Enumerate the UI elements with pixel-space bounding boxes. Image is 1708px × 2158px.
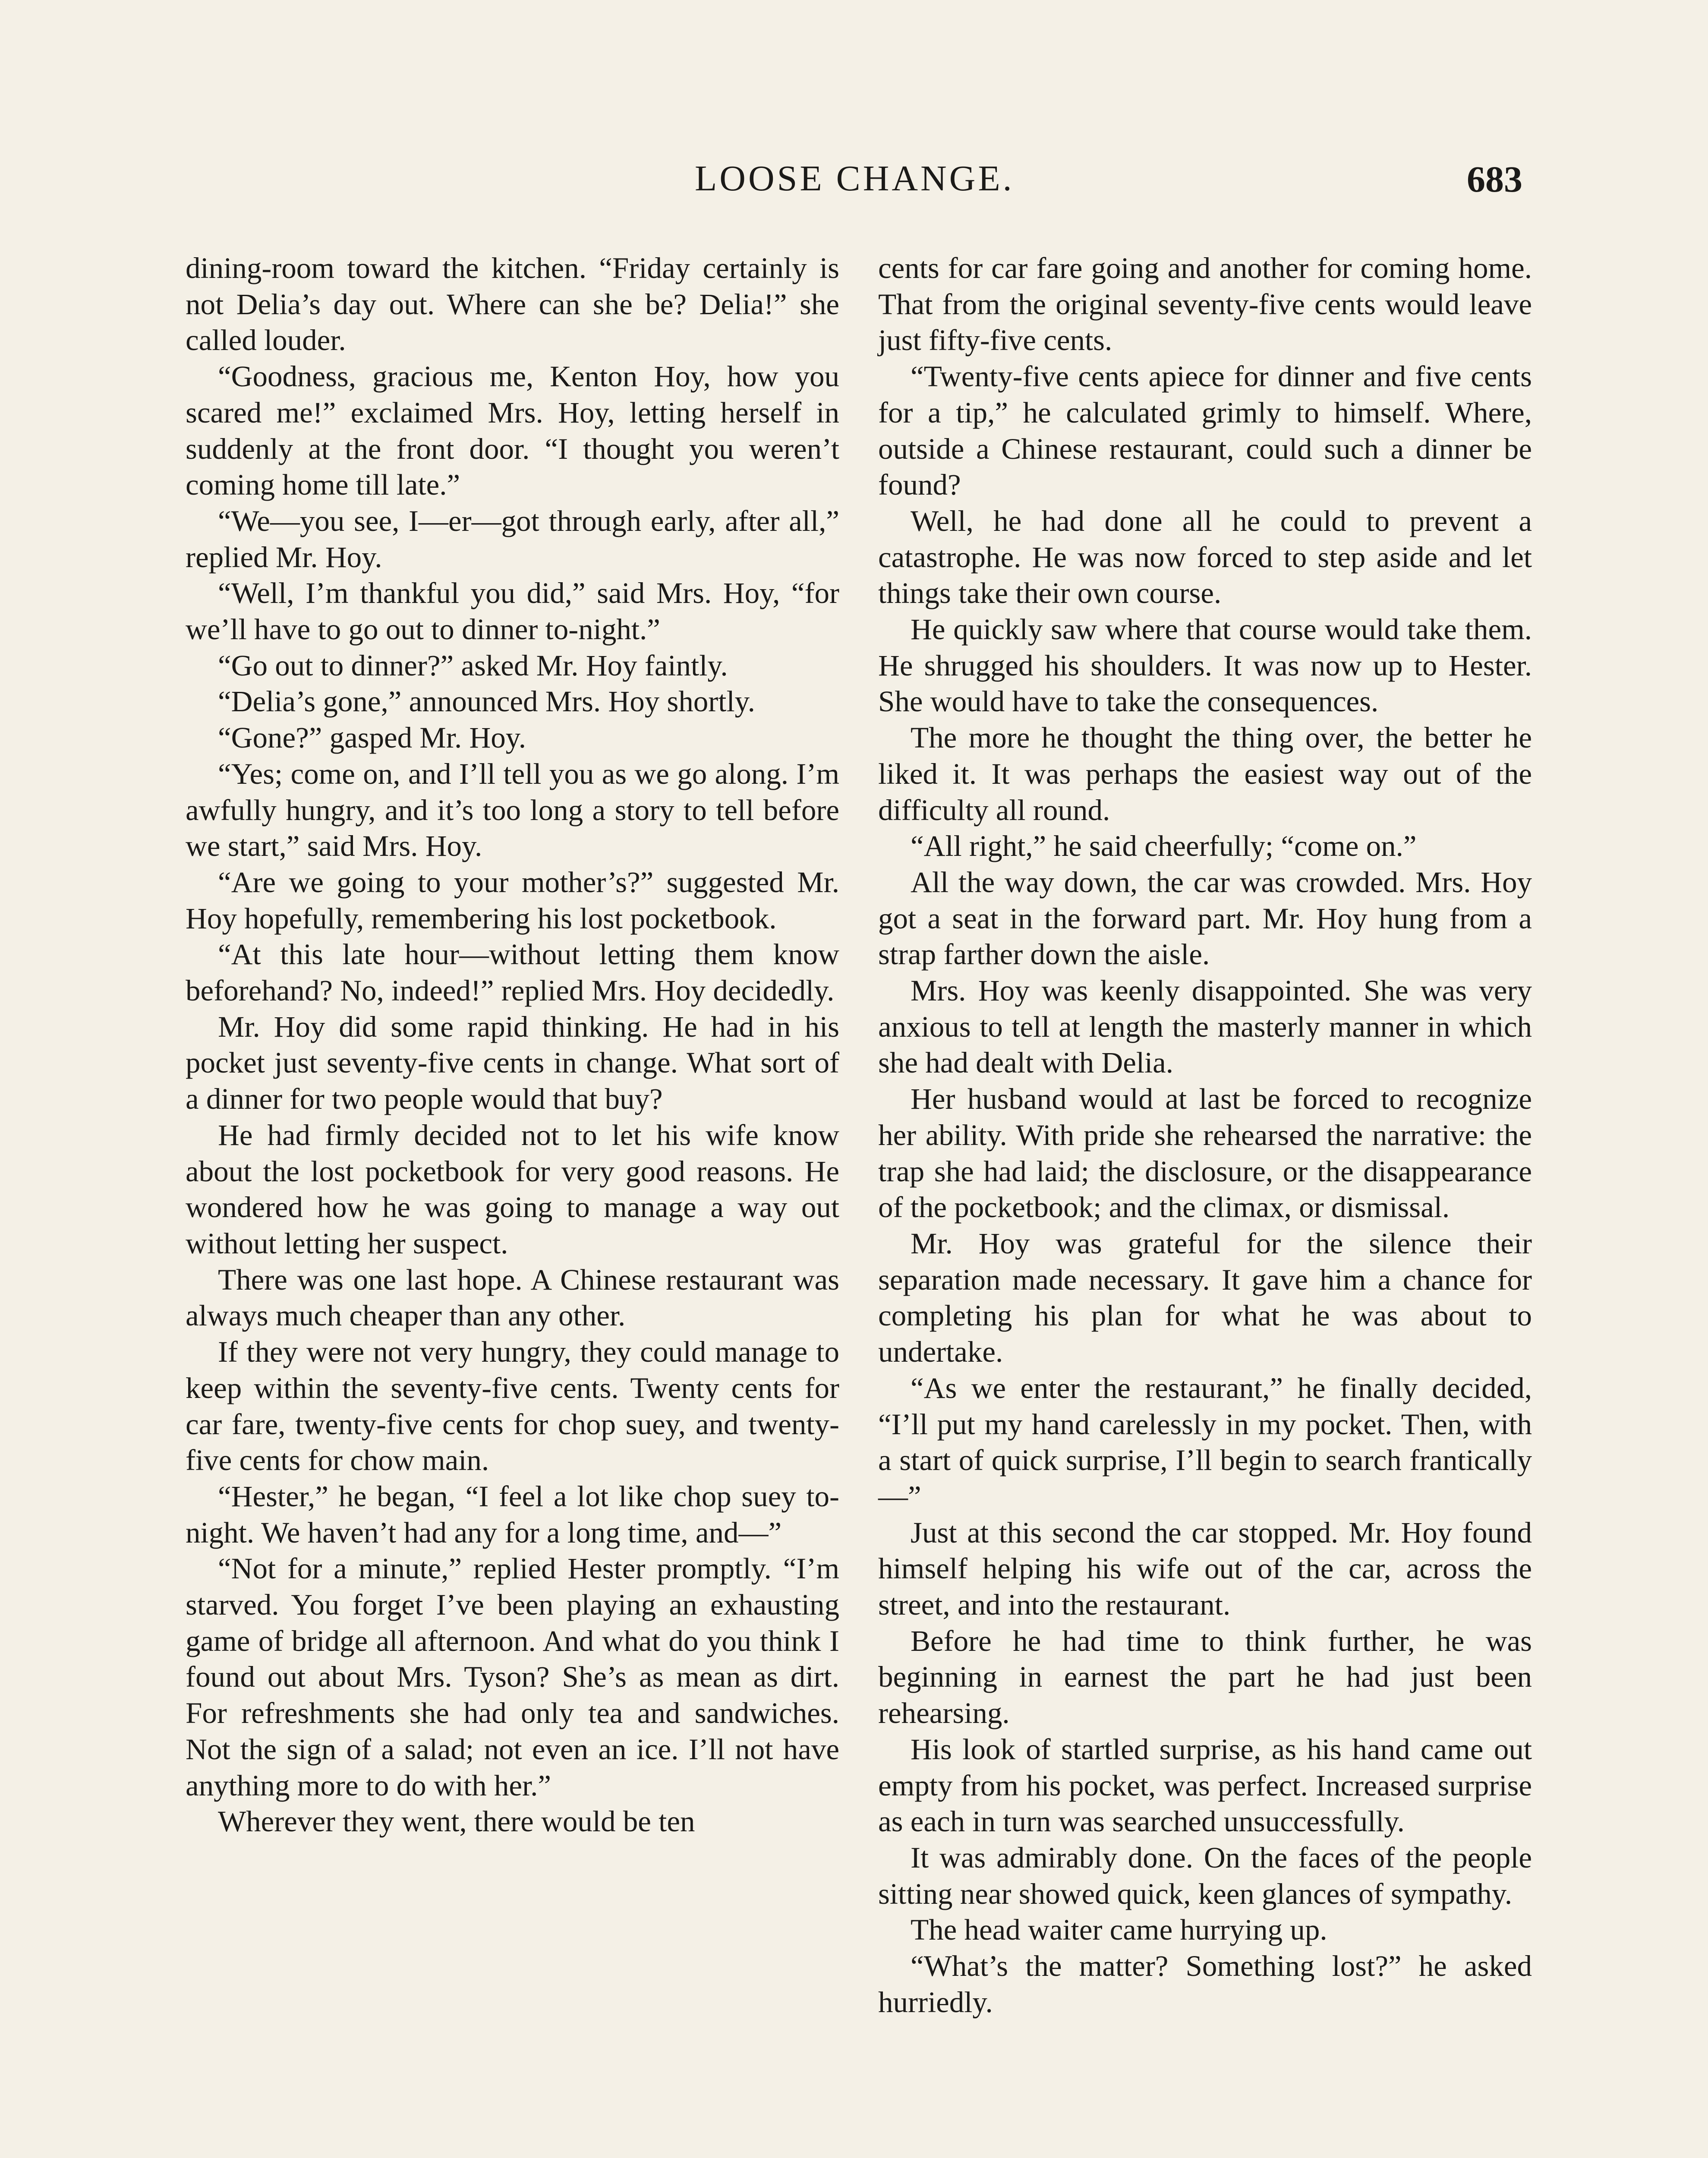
- paragraph: If they were not very hungry, they could manage to keep within the seventy-five cents. Twenty cents for car fare, twenty-five cents for chop suey, and twenty-five cents for chow main.: [186, 1335, 839, 1477]
- paragraph: Just at this second the car stopped. Mr. Hoy found himself helping his wife out of the car, across the street, and into the restaurant.: [878, 1516, 1532, 1622]
- paragraph: All the way down, the car was crowded. Mrs. Hoy got a seat in the forward part. Mr. Hoy hung from a strap farther down the aisle.: [878, 865, 1532, 971]
- paragraph: “We—you see, I—er—got through early, after all,” replied Mr. Hoy.: [186, 504, 839, 574]
- paragraph: “At this late hour—without letting them know beforehand? No, indeed!” replied Mrs. Hoy decidedly.: [186, 938, 839, 1007]
- paragraph: “Gone?” gasped Mr. Hoy.: [218, 721, 526, 754]
- paragraph: “Twenty-five cents apiece for dinner and five cents for a tip,” he calculated grimly to himself. Where, outside a Chinese restaurant, could such a dinner be found?: [878, 360, 1532, 502]
- paragraph: “What’s the matter? Something lost?” he asked hurriedly.: [878, 1950, 1532, 2019]
- page-number: 683: [1467, 158, 1522, 200]
- paragraph: The head waiter came hurrying up.: [911, 1913, 1327, 1947]
- left-column: [186, 250, 839, 1840]
- paragraph: dining-room toward the kitchen. “Friday certainly is not Delia’s day out. Where can she be? Delia!” she called louder.: [186, 252, 839, 357]
- paragraph: There was one last hope. A Chinese restaurant was always much cheaper than any other.: [186, 1263, 839, 1332]
- paragraph: “Delia’s gone,” announced Mrs. Hoy shortly.: [218, 685, 755, 718]
- paragraph: His look of startled surprise, as his hand came out empty from his pocket, was perfect. Increased surprise as each in turn was searched unsuccessfully.: [878, 1732, 1532, 1838]
- paragraph: “Yes; come on, and I’ll tell you as we go along. I’m awfully hungry, and it’s too long a story to tell before we start,” said Mrs. Hoy.: [186, 757, 839, 863]
- paragraph: “Goodness, gracious me, Kenton Hoy, how you scared me!” exclaimed Mrs. Hoy, letting herself in suddenly at the front door. “I thought you weren’t coming home till late.”: [186, 360, 839, 502]
- paragraph: Before he had time to think further, he was beginning in earnest the part he had just been rehearsing.: [878, 1624, 1532, 1730]
- paragraph: It was admirably done. On the faces of the people sitting near showed quick, keen glances of sympathy.: [878, 1841, 1532, 1910]
- paragraph: cents for car fare going and another for coming home. That from the original seventy-five cents would leave just fifty-five cents.: [878, 252, 1532, 357]
- paragraph: Mrs. Hoy was keenly disappointed. She was very anxious to tell at length the masterly manner in which she had dealt with Delia.: [878, 974, 1532, 1079]
- paragraph: Well, he had done all he could to prevent a catastrophe. He was now forced to step aside and let things take their own course.: [878, 504, 1532, 610]
- page-header: [0, 158, 1708, 209]
- paragraph: Mr. Hoy was grateful for the silence their separation made necessary. It gave him a chance for completing his plan for what he was about to undertake.: [878, 1227, 1532, 1369]
- right-column: [878, 250, 1532, 2020]
- paragraph: “All right,” he said cheerfully; “come on.”: [911, 830, 1417, 863]
- paragraph: Mr. Hoy did some rapid thinking. He had in his pocket just seventy-five cents in change. What sort of a dinner for two people would that buy?: [186, 1010, 839, 1116]
- paragraph: “Hester,” he began, “I feel a lot like chop suey to-night. We haven’t had any for a long time, and—”: [186, 1480, 839, 1549]
- paragraph: Wherever they went, there would be ten: [218, 1805, 695, 1838]
- paragraph: “As we enter the restaurant,” he finally decided, “I’ll put my hand carelessly in my pocket. Then, with a start of quick surprise, I’ll begin to search frantically—”: [878, 1371, 1532, 1513]
- paragraph: The more he thought the thing over, the better he liked it. It was perhaps the easiest way out of the difficulty all round.: [878, 721, 1532, 827]
- paragraph: Her husband would at last be forced to recognize her ability. With pride she rehearsed the narrative: the trap she had laid; the disclosure, or the disappearance of the pocketbook; and the climax, or dismissal.: [878, 1082, 1532, 1224]
- paragraph: “Go out to dinner?” asked Mr. Hoy faintly.: [218, 649, 728, 682]
- paragraph: He had firmly decided not to let his wife know about the lost pocketbook for very good reasons. He wondered how he was going to manage a way out without letting her suspect.: [186, 1118, 839, 1260]
- running-title: LOOSE CHANGE.: [695, 158, 1015, 199]
- paragraph: He quickly saw where that course would take them. He shrugged his shoulders. It was now up to Hester. She would have to take the consequences.: [878, 613, 1532, 718]
- paragraph: “Well, I’m thankful you did,” said Mrs. Hoy, “for we’ll have to go out to dinner to-night.”: [186, 577, 839, 646]
- paragraph: “Not for a minute,” replied Hester promptly. “I’m starved. You forget I’ve been playing an exhausting game of bridge all afternoon. And what do you think I found out about Mrs. Tyson? She’s as mean as dirt. For refreshments she had only tea and sandwiches. Not the sign of a salad; not even an ice. I’ll not have anything more to do with her.”: [186, 1552, 839, 1802]
- paragraph: “Are we going to your mother’s?” suggested Mr. Hoy hopefully, remembering his lost pocketbook.: [186, 865, 839, 935]
